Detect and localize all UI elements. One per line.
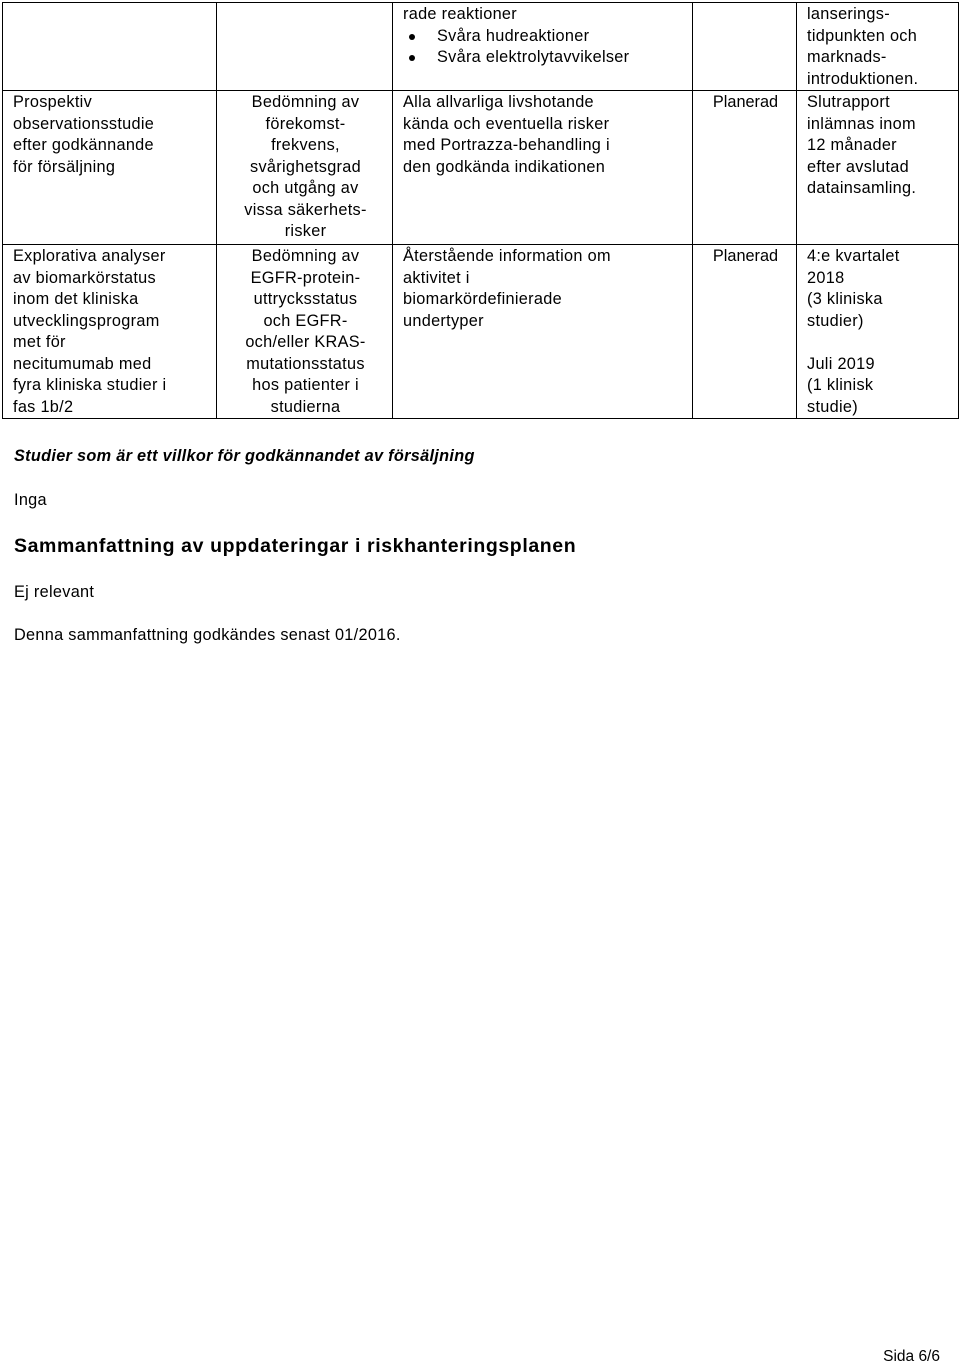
dates-line: introduktionen.: [807, 69, 919, 88]
study-line: efter godkännande: [13, 136, 154, 154]
summary-text: Ej relevant: [14, 583, 95, 601]
bullet-item: Svåra elektrolytavvikelser: [403, 47, 684, 69]
table-row-biomarker-analyses: [3, 245, 959, 419]
approval-text: Denna sammanfattning godkändes senast 01/2016.: [14, 626, 401, 644]
study-line: Explorativa analyser: [13, 247, 166, 265]
dates-line: (3 kliniska: [807, 290, 883, 308]
conditions-heading: Studier som är ett villkor för godkännandet av försäljning: [14, 447, 475, 465]
study-line: necitumumab med: [13, 354, 152, 373]
purpose-line: förekomst-: [265, 114, 346, 133]
dates-line: tidpunkten och: [807, 26, 918, 45]
safety-bullet-list: [403, 26, 684, 69]
purpose-cell: [217, 91, 393, 245]
dates-line: 2018: [807, 268, 845, 287]
safety-line: Återstående information om: [403, 247, 611, 265]
safety-line: den godkända indikationen: [403, 157, 606, 176]
dates-line: marknads-: [807, 48, 887, 66]
study-line: för försäljning: [13, 157, 116, 176]
status-text: Planerad: [712, 93, 779, 111]
study-line: Prospektiv: [13, 93, 93, 111]
study-line: observationsstudie: [13, 114, 155, 133]
dates-line: 4:e kvartalet: [807, 247, 900, 265]
study-line: utvecklingsprogram: [13, 311, 160, 330]
purpose-line: uttrycksstatus: [253, 290, 358, 308]
purpose-cell: [217, 3, 393, 91]
safety-concern-cell: [393, 91, 693, 245]
purpose-line: EGFR-protein-: [250, 268, 361, 287]
study-line: fas 1b/2: [13, 397, 74, 416]
safety-line: kända och eventuella risker: [403, 114, 610, 133]
dates-cell: [797, 245, 959, 419]
safety-line: med Portrazza-behandling i: [403, 136, 610, 154]
study-line: av biomarkörstatus: [13, 268, 156, 287]
study-cell: [3, 245, 217, 419]
purpose-line: svårighetsgrad: [250, 157, 361, 176]
purpose-line: risker: [284, 222, 327, 240]
dates-line: (1 klinisk: [807, 376, 874, 394]
study-line: inom det kliniska: [13, 290, 139, 308]
safety-line: Alla allvarliga livshotande: [403, 93, 594, 111]
dates-line: 12 månader: [807, 136, 897, 154]
purpose-line: studierna: [270, 397, 341, 416]
safety-line: undertyper: [403, 311, 484, 330]
status-cell: [693, 245, 797, 419]
purpose-line: frekvens,: [271, 136, 340, 154]
purpose-line: vissa säkerhets-: [244, 200, 367, 219]
purpose-line: och/eller KRAS-: [245, 333, 366, 351]
purpose-cell: [217, 245, 393, 419]
safety-line: biomarkördefinierade: [403, 290, 562, 308]
table-row-observational-study: [3, 91, 959, 245]
line-gap: [807, 332, 950, 354]
dates-line: Slutrapport: [807, 93, 890, 111]
study-line: fyra kliniska studier i: [13, 376, 167, 394]
purpose-line: Bedömning av: [251, 247, 360, 265]
dates-line: efter avslutad: [807, 157, 909, 176]
study-cell: [3, 91, 217, 245]
purpose-line: och utgång av: [252, 179, 359, 197]
dates-cell: [797, 91, 959, 245]
dates-line: studier): [807, 311, 864, 330]
safety-line: aktivitet i: [403, 268, 470, 287]
purpose-line: hos patienter i: [252, 376, 359, 394]
bullet-item: Svåra hudreaktioner: [403, 26, 684, 48]
status-cell: [693, 91, 797, 245]
safety-concern-cell: [393, 245, 693, 419]
study-cell: [3, 3, 217, 91]
safety-concern-cell: [393, 3, 693, 91]
status-text: Planerad: [712, 247, 779, 265]
dates-cell: [797, 3, 959, 91]
safety-line: rade reaktioner: [403, 5, 518, 23]
table-row-continuation: [3, 3, 959, 91]
dates-line: studie): [807, 397, 858, 416]
dates-line: inlämnas inom: [807, 114, 916, 133]
purpose-line: mutationsstatus: [246, 354, 365, 373]
dates-line: Juli 2019: [807, 354, 875, 373]
study-line: met för: [13, 333, 66, 351]
rmp-studies-table: [2, 2, 959, 419]
purpose-line: Bedömning av: [251, 93, 360, 111]
page-number: Sida 6/6: [883, 1348, 940, 1365]
status-cell: [693, 3, 797, 91]
summary-heading: Sammanfattning av uppdateringar i riskhanteringsplanen: [14, 535, 577, 557]
purpose-line: och EGFR-: [263, 311, 348, 330]
conditions-text: Inga: [14, 491, 47, 509]
dates-line: datainsamling.: [807, 179, 917, 197]
dates-line: lanserings-: [807, 5, 890, 23]
